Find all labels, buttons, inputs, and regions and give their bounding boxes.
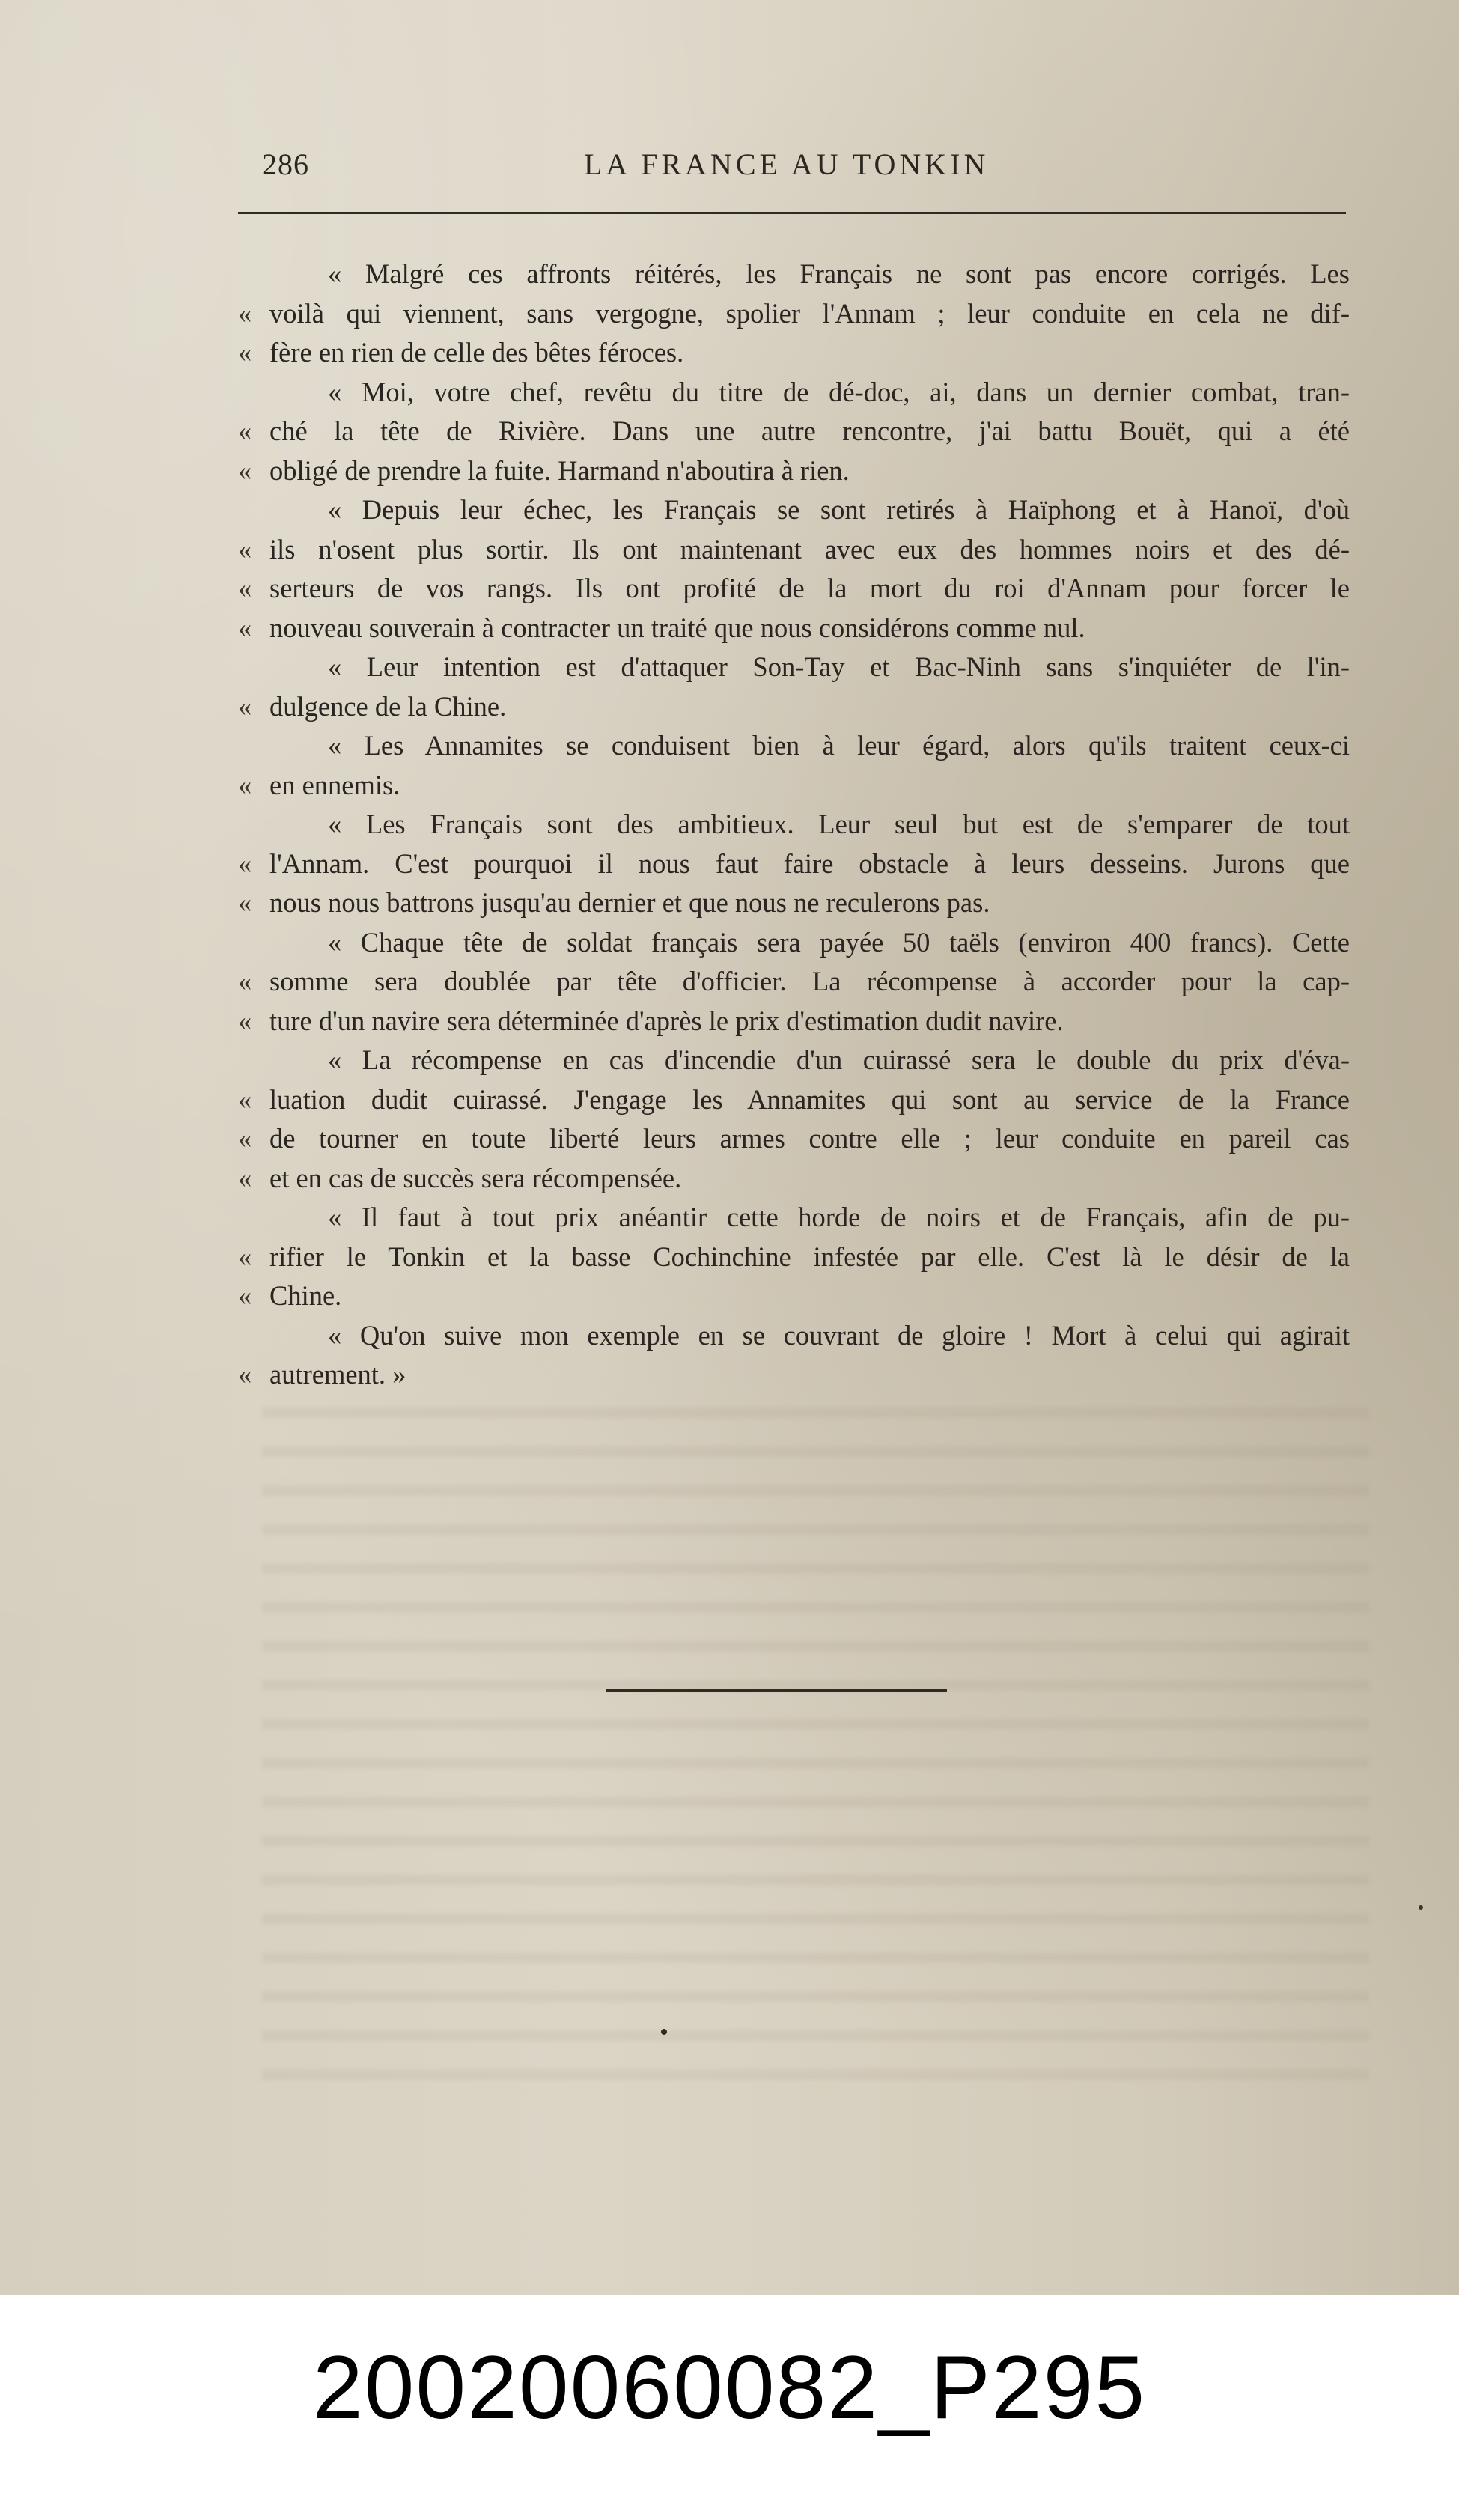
text-line (238, 609, 1350, 648)
text-line (238, 451, 1350, 491)
paragraph (238, 373, 1350, 491)
end-rule (606, 1689, 947, 1692)
line-text: serteurs de vos rangs. Ils ont profité de la mort du roi d'Annam pour forcer le (269, 573, 1350, 603)
line-text: nouveau souverain à contracter un traité que nous considérons comme nul. (269, 612, 1085, 643)
continuation-mark: « (238, 1280, 252, 1311)
image-caption: 20020060082_P295 (312, 2337, 1147, 2438)
continuation-mark: « (238, 416, 252, 446)
page-number: 286 (262, 147, 309, 181)
text-line (238, 333, 1350, 373)
text-line (238, 255, 1350, 294)
text-line (238, 412, 1350, 451)
running-title: LA FRANCE AU TONKIN (584, 147, 990, 181)
line-text: dulgence de la Chine. (269, 690, 507, 722)
continuation-mark: « (238, 847, 252, 879)
line-text: voilà qui viennent, sans vergogne, spolier l'Annam ; leur conduite en cela ne dif- (269, 297, 1350, 329)
line-text: luation dudit cuirassé. J'engage les Annamites qui sont au service de la France (269, 1083, 1350, 1115)
text-line (238, 1198, 1350, 1238)
text-line (238, 1080, 1350, 1120)
line-text: ture d'un navire sera déterminée d'après le prix d'estimation dudit navire. (269, 1005, 1064, 1036)
text-line (238, 962, 1350, 1002)
line-text: « Malgré ces affronts réitérés, les Français ne sont pas encore corrigés. Les (328, 258, 1350, 289)
continuation-mark: « (238, 1359, 252, 1390)
line-text: rifier le Tonkin et la basse Cochinchine infestée par elle. C'est là le désir de la (269, 1241, 1350, 1272)
header-rule (238, 212, 1346, 214)
line-text: « Depuis leur échec, les Français se sont retirés à Haïphong et à Hanoï, d'où (328, 494, 1350, 525)
line-text: « Leur intention est d'attaquer Son-Tay et Bac-Ninh sans s'inquiéter de l'in- (328, 651, 1350, 682)
continuation-mark: « (238, 690, 252, 722)
continuation-mark: « (238, 1123, 252, 1154)
continuation-mark: « (238, 612, 252, 643)
text-line (238, 844, 1350, 884)
continuation-mark: « (238, 573, 252, 603)
line-text: « Chaque tête de soldat français sera payée 50 taëls (environ 400 francs). Cette (328, 926, 1350, 958)
line-text: obligé de prendre la fuite. Harmand n'aboutira à rien. (269, 454, 850, 486)
continuation-mark: « (238, 1005, 252, 1036)
paragraph (238, 726, 1350, 805)
text-line (238, 490, 1350, 530)
continuation-mark: « (238, 533, 252, 564)
line-text: « Moi, votre chef, revêtu du titre de dé-doc, ai, dans un dernier combat, tran- (328, 376, 1350, 407)
line-text: en ennemis. (269, 769, 400, 800)
continuation-mark: « (238, 1162, 252, 1193)
line-text: « Les Annamites se conduisent bien à leur égard, alors qu'ils traitent ceux-ci (328, 730, 1350, 761)
paragraph (238, 648, 1350, 726)
text-line (238, 1002, 1350, 1041)
text-line (238, 805, 1350, 844)
line-text: et en cas de succès sera récompensée. (269, 1162, 682, 1193)
paragraph (238, 490, 1350, 648)
line-text: nous nous battrons jusqu'au dernier et que nous ne reculerons pas. (269, 887, 990, 918)
paragraph (238, 1316, 1350, 1395)
ink-dot (661, 2029, 667, 2035)
text-line (238, 648, 1350, 687)
continuation-mark: « (238, 297, 252, 329)
line-text: ils n'osent plus sortir. Ils ont maintenant avec eux des hommes noirs et des dé- (269, 533, 1350, 564)
body-text (238, 255, 1350, 1395)
text-line (238, 883, 1350, 923)
line-text: Chine. (269, 1280, 342, 1311)
line-text: fère en rien de celle des bêtes féroces. (269, 337, 684, 368)
continuation-mark: « (238, 1241, 252, 1272)
text-line (238, 1238, 1350, 1277)
line-text: somme sera doublée par tête d'officier. La récompense à accorder pour la cap- (269, 966, 1350, 996)
paragraph (238, 805, 1350, 923)
line-text: ché la tête de Rivière. Dans une autre rencontre, j'ai battu Bouët, qui a été (269, 416, 1350, 446)
line-text: de tourner en toute liberté leurs armes contre elle ; leur conduite en pareil cas (269, 1123, 1350, 1154)
text-line (238, 726, 1350, 766)
paragraph (238, 255, 1350, 373)
text-line (238, 1041, 1350, 1080)
text-line (238, 1119, 1350, 1159)
paragraph (238, 1198, 1350, 1316)
paragraph (238, 1041, 1350, 1198)
text-line (238, 373, 1350, 413)
text-line (238, 766, 1350, 806)
text-line (238, 1159, 1350, 1199)
line-text: « Qu'on suive mon exemple en se couvrant de gloire ! Mort à celui qui agirait (328, 1319, 1350, 1351)
line-text: « La récompense en cas d'incendie d'un cuirassé sera le double du prix d'éva- (328, 1044, 1350, 1075)
continuation-mark: « (238, 769, 252, 800)
paragraph (238, 923, 1350, 1041)
continuation-mark: « (238, 966, 252, 996)
line-text: autrement. » (269, 1359, 406, 1390)
text-line (238, 687, 1350, 727)
continuation-mark: « (238, 454, 252, 486)
text-line (238, 294, 1350, 334)
text-line (238, 923, 1350, 963)
text-line (238, 530, 1350, 570)
text-line (238, 1316, 1350, 1356)
text-line (238, 1355, 1350, 1395)
text-line (238, 1276, 1350, 1316)
line-text: « Il faut à tout prix anéantir cette horde de noirs et de Français, afin de pu- (328, 1202, 1350, 1232)
line-text: « Les Français sont des ambitieux. Leur seul but est de s'emparer de tout (328, 809, 1350, 839)
continuation-mark: « (238, 337, 252, 368)
continuation-mark: « (238, 887, 252, 918)
show-through-text (262, 1407, 1369, 2081)
continuation-mark: « (238, 1083, 252, 1115)
ink-speck (1419, 1905, 1423, 1910)
text-line (238, 569, 1350, 609)
line-text: l'Annam. C'est pourquoi il nous faut faire obstacle à leurs desseins. Jurons que (269, 847, 1350, 879)
